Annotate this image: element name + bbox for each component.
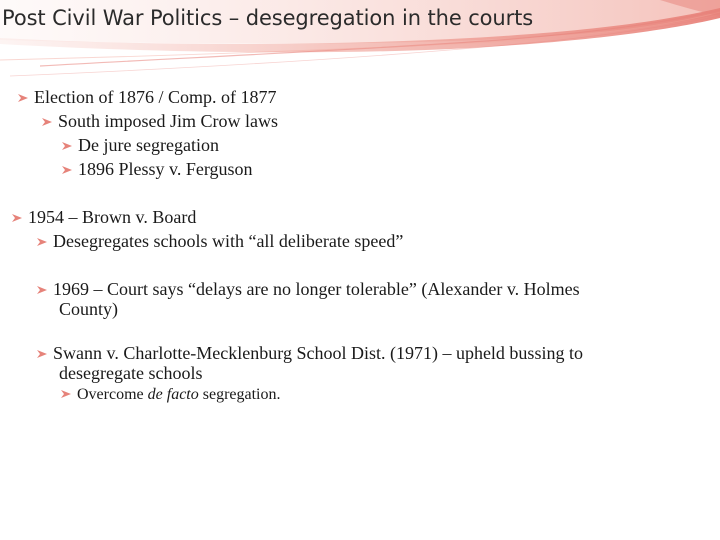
bullet-text-line1: Swann v. Charlotte-Mecklenburg School Dist. (1971) – upheld bussing to	[53, 343, 583, 363]
bullet-level2	[37, 231, 403, 251]
bullet-level3	[62, 135, 219, 155]
bullet-arrow-icon	[42, 118, 52, 126]
bullet-arrow-icon	[37, 350, 47, 358]
bullet-text-line1: 1969 – Court says “delays are no longer tolerable” (Alexander v. Holmes	[53, 279, 580, 299]
bullet-text: Election of 1876 / Comp. of 1877	[34, 87, 277, 107]
bullet-level2	[37, 343, 583, 363]
bullet-level3	[62, 159, 253, 179]
bullet-text-line2: County)	[59, 299, 119, 319]
bullet-text: 1896 Plessy v. Ferguson	[78, 159, 253, 179]
bullet-continuation	[59, 299, 118, 319]
bullet-text-before: Overcome	[77, 386, 148, 403]
bullet-text: Desegregates schools with “all deliberate speed”	[53, 231, 404, 251]
bullet-level1	[18, 87, 276, 107]
bullet-text: De jure segregation	[78, 135, 219, 155]
bullet-level2	[42, 111, 278, 131]
bullet-text: 1954 – Brown v. Board	[28, 207, 197, 227]
bullet-arrow-icon	[18, 94, 28, 102]
bullet-text-emphasis: de facto	[147, 386, 199, 403]
bullet-arrow-icon	[61, 390, 71, 398]
bullet-level3	[61, 385, 280, 405]
bullet-level1	[12, 207, 196, 227]
bullet-arrow-icon	[62, 166, 72, 174]
bullet-arrow-icon	[37, 286, 47, 294]
bullet-arrow-icon	[37, 238, 47, 246]
bullet-text: South imposed Jim Crow laws	[58, 111, 279, 131]
bullet-text-after: segregation.	[198, 386, 281, 403]
bullet-continuation	[59, 363, 202, 383]
bullet-arrow-icon	[12, 214, 22, 222]
page-title: Post Civil War Politics – desegregation in the courts	[2, 6, 534, 30]
bullet-text-line2: desegregate schools	[59, 363, 203, 383]
bullet-level2	[37, 279, 580, 299]
bullet-arrow-icon	[62, 142, 72, 150]
